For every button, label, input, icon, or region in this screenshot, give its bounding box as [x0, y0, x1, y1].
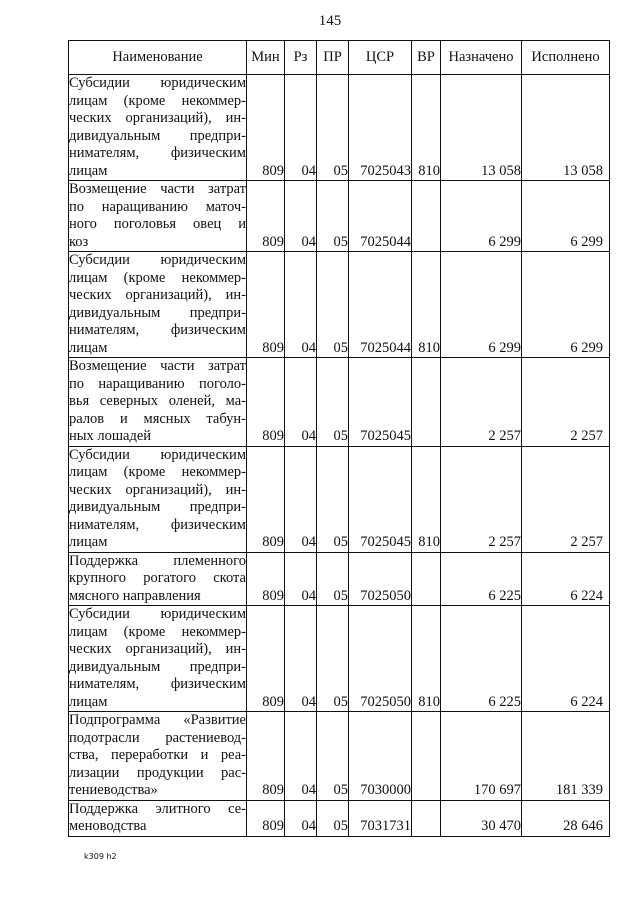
name-line: лицам — [69, 339, 108, 356]
name-line: ралов и мясных табун- — [69, 410, 246, 427]
name-line: лицам (кроме некоммер- — [69, 464, 246, 480]
name-line: дивидуальным предпри- — [69, 304, 246, 321]
cell-name — [69, 712, 247, 801]
cell-vr — [412, 800, 441, 836]
name-line: меноводства — [69, 818, 147, 834]
cell-name — [69, 358, 247, 447]
cell-rz: 04 — [285, 800, 317, 836]
cell-min: 809 — [247, 552, 285, 606]
table-row — [69, 800, 610, 836]
header-name: Наименование — [69, 41, 247, 75]
table-row — [69, 75, 610, 181]
cell-executed: 6 224 — [522, 606, 610, 712]
cell-assigned: 2 257 — [441, 358, 522, 447]
cell-assigned: 30 470 — [441, 800, 522, 836]
name-line: Поддержка элитного се- — [69, 800, 246, 817]
cell-pr: 05 — [317, 75, 349, 181]
cell-name — [69, 181, 247, 252]
name-line: дивидуальным предпри- — [69, 127, 246, 144]
cell-csr: 7030000 — [349, 712, 412, 801]
header-pr: ПР — [317, 41, 349, 75]
cell-vr: 810 — [412, 606, 441, 712]
name-line: лицам (кроме некоммер- — [69, 269, 246, 286]
cell-csr: 7025050 — [349, 552, 412, 606]
cell-min: 809 — [247, 606, 285, 712]
header-assigned: Назначено — [441, 41, 522, 75]
cell-name — [69, 800, 247, 836]
cell-pr: 05 — [317, 358, 349, 447]
name-line: по наращиванию маточ- — [69, 198, 246, 215]
name-line: вья северных оленей, ма- — [69, 393, 246, 409]
cell-min: 809 — [247, 75, 285, 181]
cell-executed: 6 224 — [522, 552, 610, 606]
name-line: Субсидии юридическим — [69, 252, 246, 268]
name-line: ческих организаций), ин- — [69, 287, 246, 303]
name-line: ного поголовья овец и — [69, 216, 246, 232]
name-line: нимателям, физическим — [69, 516, 246, 533]
name-line: тениеводства» — [69, 782, 158, 798]
name-line: Поддержка племенного — [69, 552, 246, 569]
cell-min: 809 — [247, 800, 285, 836]
name-line: нимателям, физическим — [69, 145, 246, 161]
cell-name — [69, 552, 247, 606]
table-row — [69, 252, 610, 358]
cell-min: 809 — [247, 358, 285, 447]
name-line: лицам (кроме некоммер- — [69, 623, 246, 640]
cell-vr — [412, 358, 441, 447]
cell-min: 809 — [247, 446, 285, 552]
cell-rz: 04 — [285, 252, 317, 358]
name-line: Субсидии юридическим — [69, 446, 246, 463]
cell-rz: 04 — [285, 446, 317, 552]
cell-name — [69, 75, 247, 181]
cell-assigned: 6 299 — [441, 252, 522, 358]
cell-csr: 7031731 — [349, 800, 412, 836]
name-line: нимателям, физическим — [69, 676, 246, 692]
cell-vr: 810 — [412, 75, 441, 181]
name-line: нимателям, физическим — [69, 322, 246, 338]
cell-min: 809 — [247, 181, 285, 252]
cell-assigned: 13 058 — [441, 75, 522, 181]
name-line: Возмещение части затрат — [69, 181, 246, 197]
table-body — [69, 75, 610, 837]
cell-rz: 04 — [285, 75, 317, 181]
document-code: k309 h2 — [84, 852, 117, 861]
cell-rz: 04 — [285, 358, 317, 447]
name-line: Субсидии юридическим — [69, 75, 246, 91]
name-line: лицам — [69, 162, 108, 179]
name-line: ческих организаций), ин- — [69, 481, 246, 498]
name-line: Возмещение части затрат — [69, 358, 246, 374]
header-min: Мин — [247, 41, 285, 75]
table-header — [69, 41, 610, 75]
cell-rz: 04 — [285, 552, 317, 606]
name-line: ства, переработки и реа- — [69, 747, 246, 763]
cell-min: 809 — [247, 712, 285, 801]
name-line: Подпрограмма «Развитие — [69, 712, 246, 728]
name-line: ческих организаций), ин- — [69, 641, 246, 657]
name-line: крупного рогатого скота — [69, 570, 246, 586]
header-row — [69, 41, 610, 75]
cell-vr — [412, 181, 441, 252]
name-line: лизации продукции рас- — [69, 764, 246, 781]
budget-table — [68, 40, 610, 837]
name-line: лицам — [69, 693, 108, 710]
cell-executed: 2 257 — [522, 446, 610, 552]
cell-vr — [412, 712, 441, 801]
cell-csr: 7025045 — [349, 446, 412, 552]
cell-pr: 05 — [317, 446, 349, 552]
cell-vr: 810 — [412, 446, 441, 552]
cell-pr: 05 — [317, 606, 349, 712]
name-line: по наращиванию поголо- — [69, 375, 246, 392]
name-line: Субсидии юридическим — [69, 606, 246, 622]
cell-assigned: 170 697 — [441, 712, 522, 801]
table-row — [69, 181, 610, 252]
table-row — [69, 358, 610, 447]
header-executed: Исполнено — [522, 41, 610, 75]
cell-pr: 05 — [317, 552, 349, 606]
cell-pr: 05 — [317, 181, 349, 252]
cell-assigned: 6 225 — [441, 552, 522, 606]
cell-executed: 181 339 — [522, 712, 610, 801]
cell-assigned: 6 299 — [441, 181, 522, 252]
cell-csr: 7025043 — [349, 75, 412, 181]
page-number: 145 — [318, 13, 342, 29]
cell-executed: 6 299 — [522, 252, 610, 358]
cell-csr: 7025044 — [349, 252, 412, 358]
cell-csr: 7025050 — [349, 606, 412, 712]
cell-rz: 04 — [285, 181, 317, 252]
cell-min: 809 — [247, 252, 285, 358]
cell-vr: 810 — [412, 252, 441, 358]
cell-name — [69, 252, 247, 358]
table-row — [69, 446, 610, 552]
table-row — [69, 712, 610, 801]
cell-csr: 7025045 — [349, 358, 412, 447]
table-row — [69, 606, 610, 712]
cell-executed: 28 646 — [522, 800, 610, 836]
cell-name — [69, 446, 247, 552]
name-line: ных лошадей — [69, 428, 152, 444]
cell-executed: 13 058 — [522, 75, 610, 181]
cell-pr: 05 — [317, 252, 349, 358]
header-vr: ВР — [412, 41, 441, 75]
name-line: подотрасли растениевод- — [69, 729, 246, 746]
table-row — [69, 552, 610, 606]
name-line: лицам (кроме некоммер- — [69, 92, 246, 109]
cell-pr: 05 — [317, 712, 349, 801]
name-line: ческих организаций), ин- — [69, 110, 246, 126]
cell-rz: 04 — [285, 606, 317, 712]
cell-csr: 7025044 — [349, 181, 412, 252]
header-rz: Рз — [285, 41, 317, 75]
cell-name — [69, 606, 247, 712]
name-line: коз — [69, 233, 89, 250]
name-line: дивидуальным предпри- — [69, 658, 246, 675]
name-line: лицам — [69, 534, 108, 550]
header-csr: ЦСР — [349, 41, 412, 75]
cell-assigned: 2 257 — [441, 446, 522, 552]
cell-pr: 05 — [317, 800, 349, 836]
cell-assigned: 6 225 — [441, 606, 522, 712]
cell-executed: 2 257 — [522, 358, 610, 447]
name-line: дивидуальным предпри- — [69, 499, 246, 515]
name-line: мясного направления — [69, 587, 201, 604]
cell-executed: 6 299 — [522, 181, 610, 252]
cell-rz: 04 — [285, 712, 317, 801]
cell-vr — [412, 552, 441, 606]
